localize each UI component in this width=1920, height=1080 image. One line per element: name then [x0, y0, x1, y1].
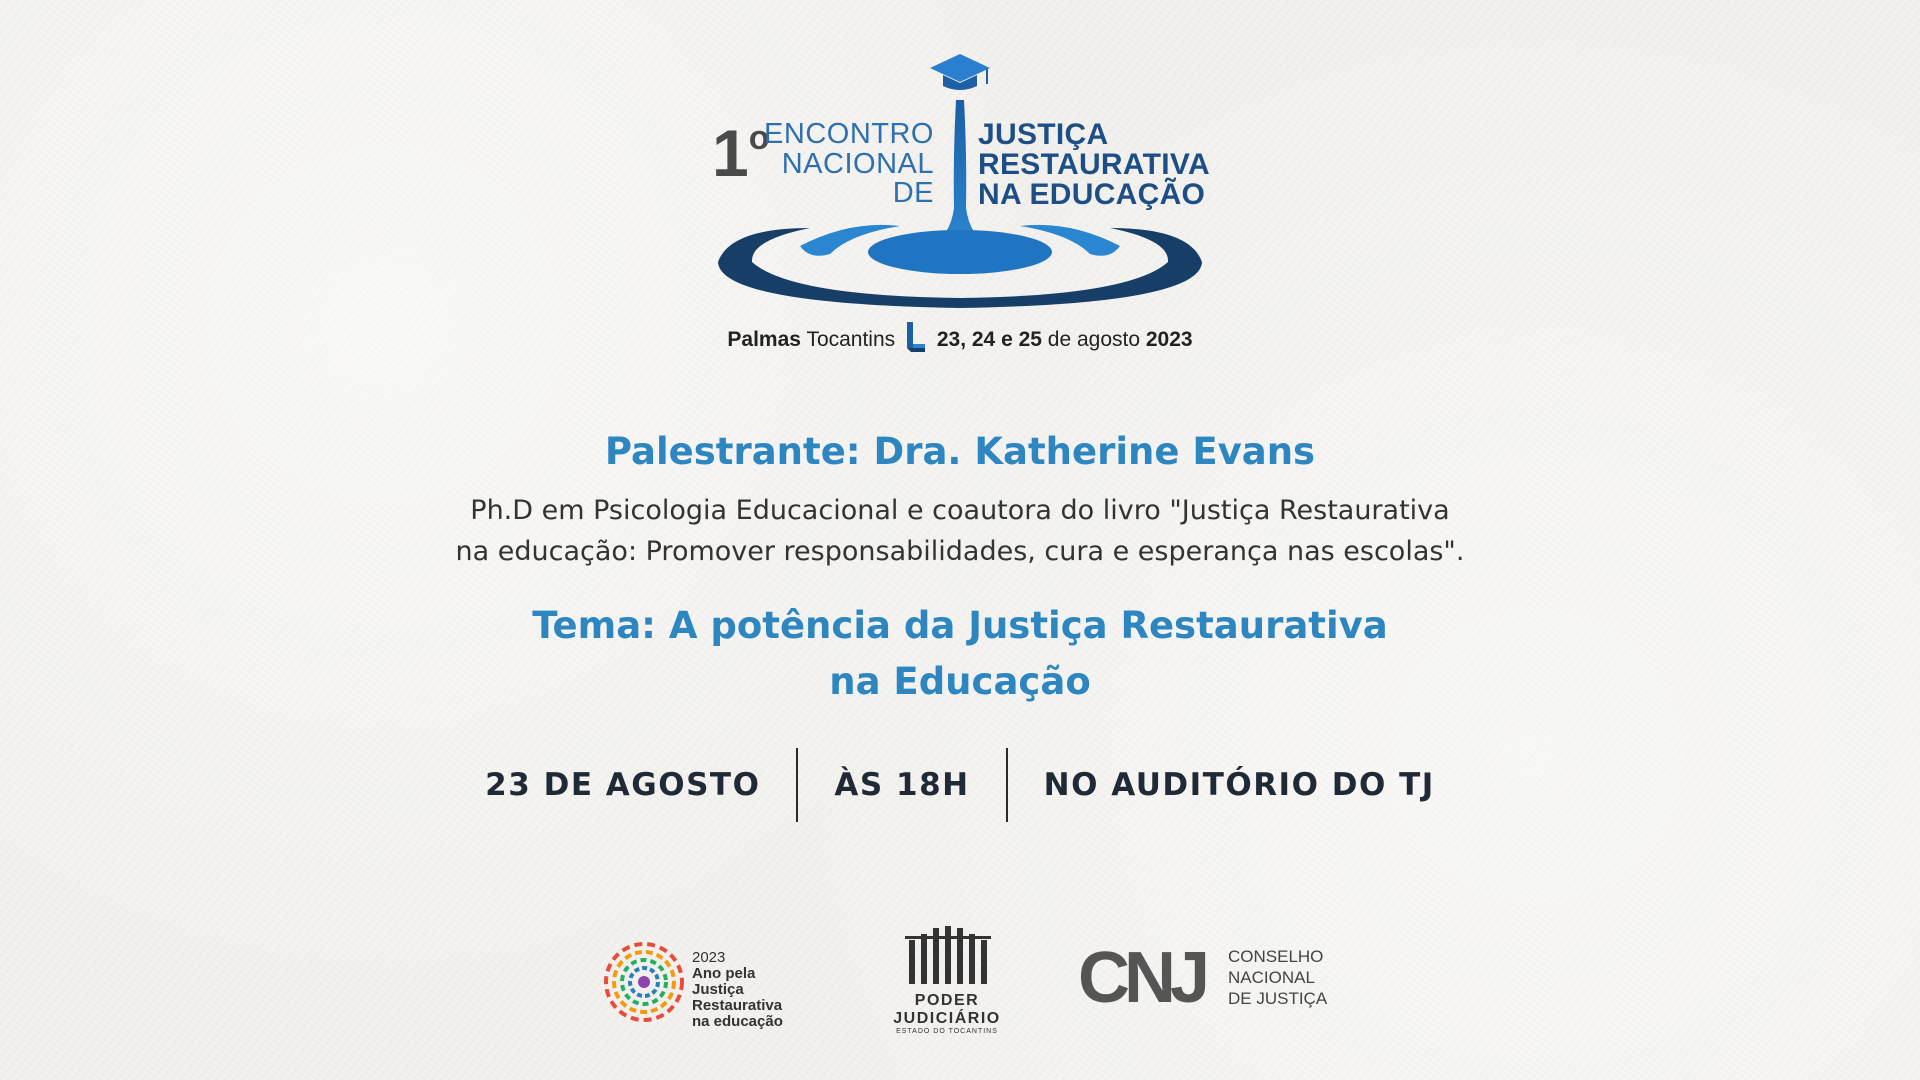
cnj-logo: [1078, 940, 1338, 1020]
book-icon: [905, 320, 927, 354]
ano-text: 2023 Ano pela Justiça Restaurativa na educação: [692, 949, 783, 1030]
talk-theme: Tema: A potência da Justiça Restaurativa na Educação: [532, 604, 1388, 703]
event-year: 2023: [1145, 328, 1193, 351]
logo-left-text: ENCONTRO NACIONAL DE: [764, 118, 934, 210]
event-month: de agosto: [1047, 328, 1141, 351]
state: Tocantins: [806, 328, 896, 351]
event-location-date: [700, 320, 1220, 354]
svg-text:CNJ: CNJ: [1078, 940, 1205, 1012]
logo-right-text: JUSTIÇA RESTAURATIVA NA EDUCAÇÃO: [978, 118, 1210, 211]
courthouse-icon: [899, 926, 995, 984]
speaker-bio: Ph.D em Psicologia Educacional e coautora do livro "Justiça Restaurativa na educação: Promover responsabilidades, cura e esperança nas escolas".: [455, 495, 1465, 567]
event-place: NO AUDITÓRIO DO TJ: [1043, 767, 1435, 803]
speaker-title: Palestrante: Dra. Katherine Evans: [604, 430, 1316, 473]
event-time: ÀS 18H: [834, 767, 970, 803]
event-days: 23, 24 e 25: [936, 328, 1042, 351]
partner-logos: [0, 920, 1920, 1040]
cnj-text: CONSELHO NACIONAL DE JUSTIÇA: [1228, 947, 1328, 1008]
ano-justica-restaurativa-logo: [600, 932, 800, 1032]
ordinal-number: 1$^o$: [712, 116, 770, 190]
graduation-cap-icon: [930, 54, 990, 90]
city: Palmas: [727, 328, 801, 351]
poder-judiciario-logo: PODER JUDICIÁRIO ESTADO DO TOCANTINS: [862, 926, 1032, 1036]
event-info-row: [0, 748, 1920, 822]
event-logo: [700, 48, 1220, 368]
event-date: 23 DE AGOSTO: [485, 767, 761, 803]
spiral-icon: [600, 938, 688, 1026]
cnj-mark-icon: [1078, 940, 1218, 1012]
